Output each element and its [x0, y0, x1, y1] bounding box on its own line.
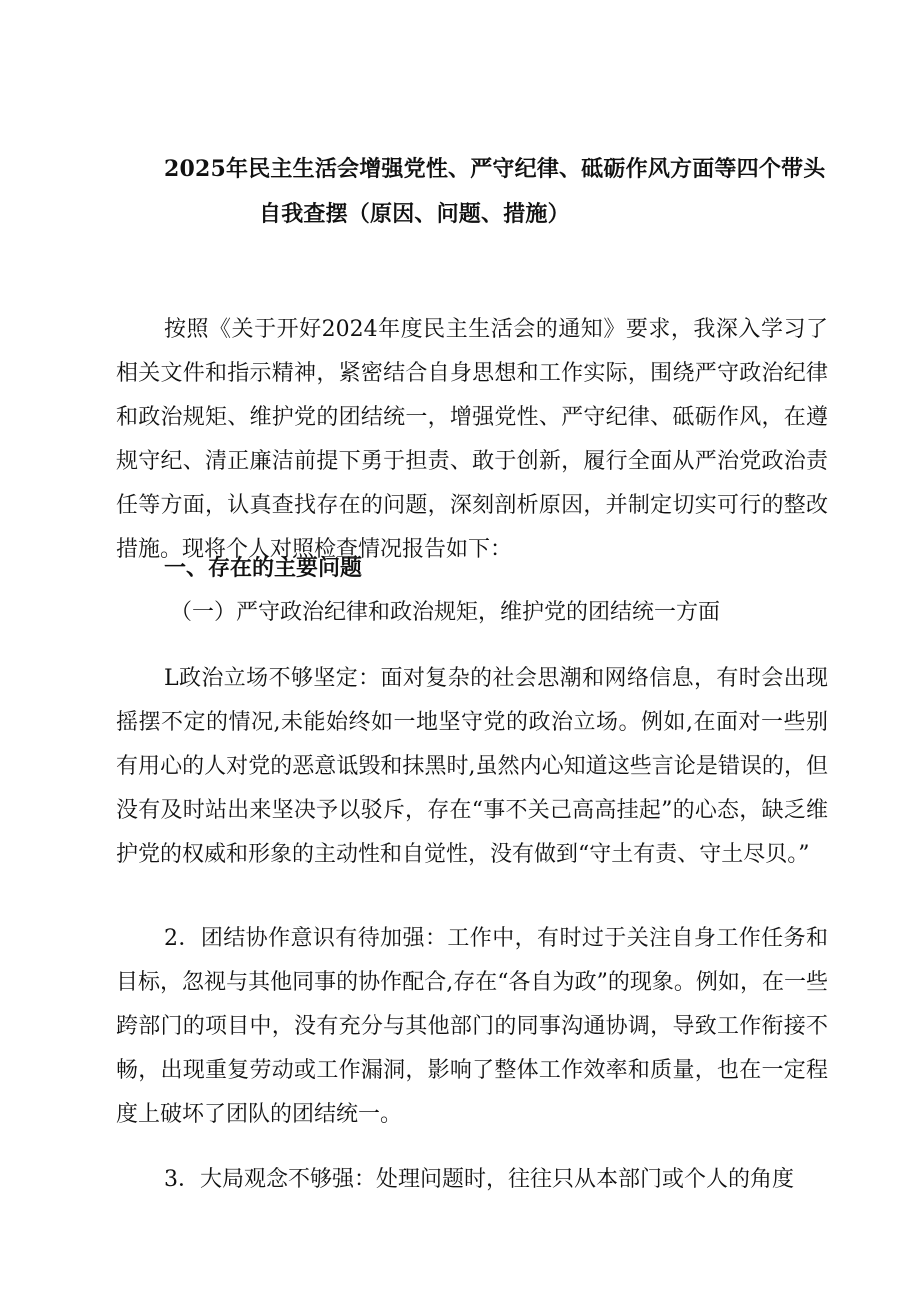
- section-heading-main-problems: 一、存在的主要问题: [164, 556, 363, 581]
- problem-item-3: 3．大局观念不够强：处理问题时，往往只从本部门或个人的角度: [164, 1167, 794, 1192]
- intro-paragraph: 按照《关于开好2024年度民主生活会的通知》要求，我深入学习了相关文件和指示精神，紧密结合自身思想和工作实际，围绕严守政治纪律和政治规矩、维护党的团结统一，增强党性、严守纪律、砥砺作风，在遵规守纪、清正廉洁前提下勇于担责、敢于创新，履行全面从严治党政治责任等方面，认真查找存在的问题，深刻剖析原因，并制定切实可行的整改措施。现将个人对照检查情况报告如下：: [116, 317, 828, 562]
- problem-item-2: 2．团结协作意识有待加强：工作中，有时过于关注自身工作任务和目标，忽视与其他同事的协作配合,存在“各自为政”的现象。例如，在一些跨部门的项目中，没有充分与其他部门的同事沟通协调，导致工作衔接不畅，出现重复劳动或工作漏洞，影响了整体工作效率和质量，也在一定程度上破坏了团队的团结统一。: [116, 926, 828, 1127]
- problem-item-1: L政治立场不够坚定：面对复杂的社会思潮和网络信息，有时会出现摇摆不定的情况,未能始终如一地坚守党的政治立场。例如,在面对一些别有用心的人对党的恶意诋毁和抹黑时,虽然内心知道这些言论是错误的，但没有及时站出来坚决予以驳斥，存在“事不关己高高挂起”的心态，缺乏维护党的权威和形象的主动性和自觉性，没有做到“守土有责、守土尽贝。”: [116, 666, 828, 867]
- document-title-line-1: 2025年民主生活会增强党性、严守纪律、砥砺作风方面等四个带头: [164, 156, 826, 182]
- document-title-line-2: 自我查摆（原因、问题、措施）: [259, 201, 570, 227]
- subsection-heading-political-discipline: （一）严守政治纪律和政治规矩，维护党的团结统一方面: [170, 600, 721, 625]
